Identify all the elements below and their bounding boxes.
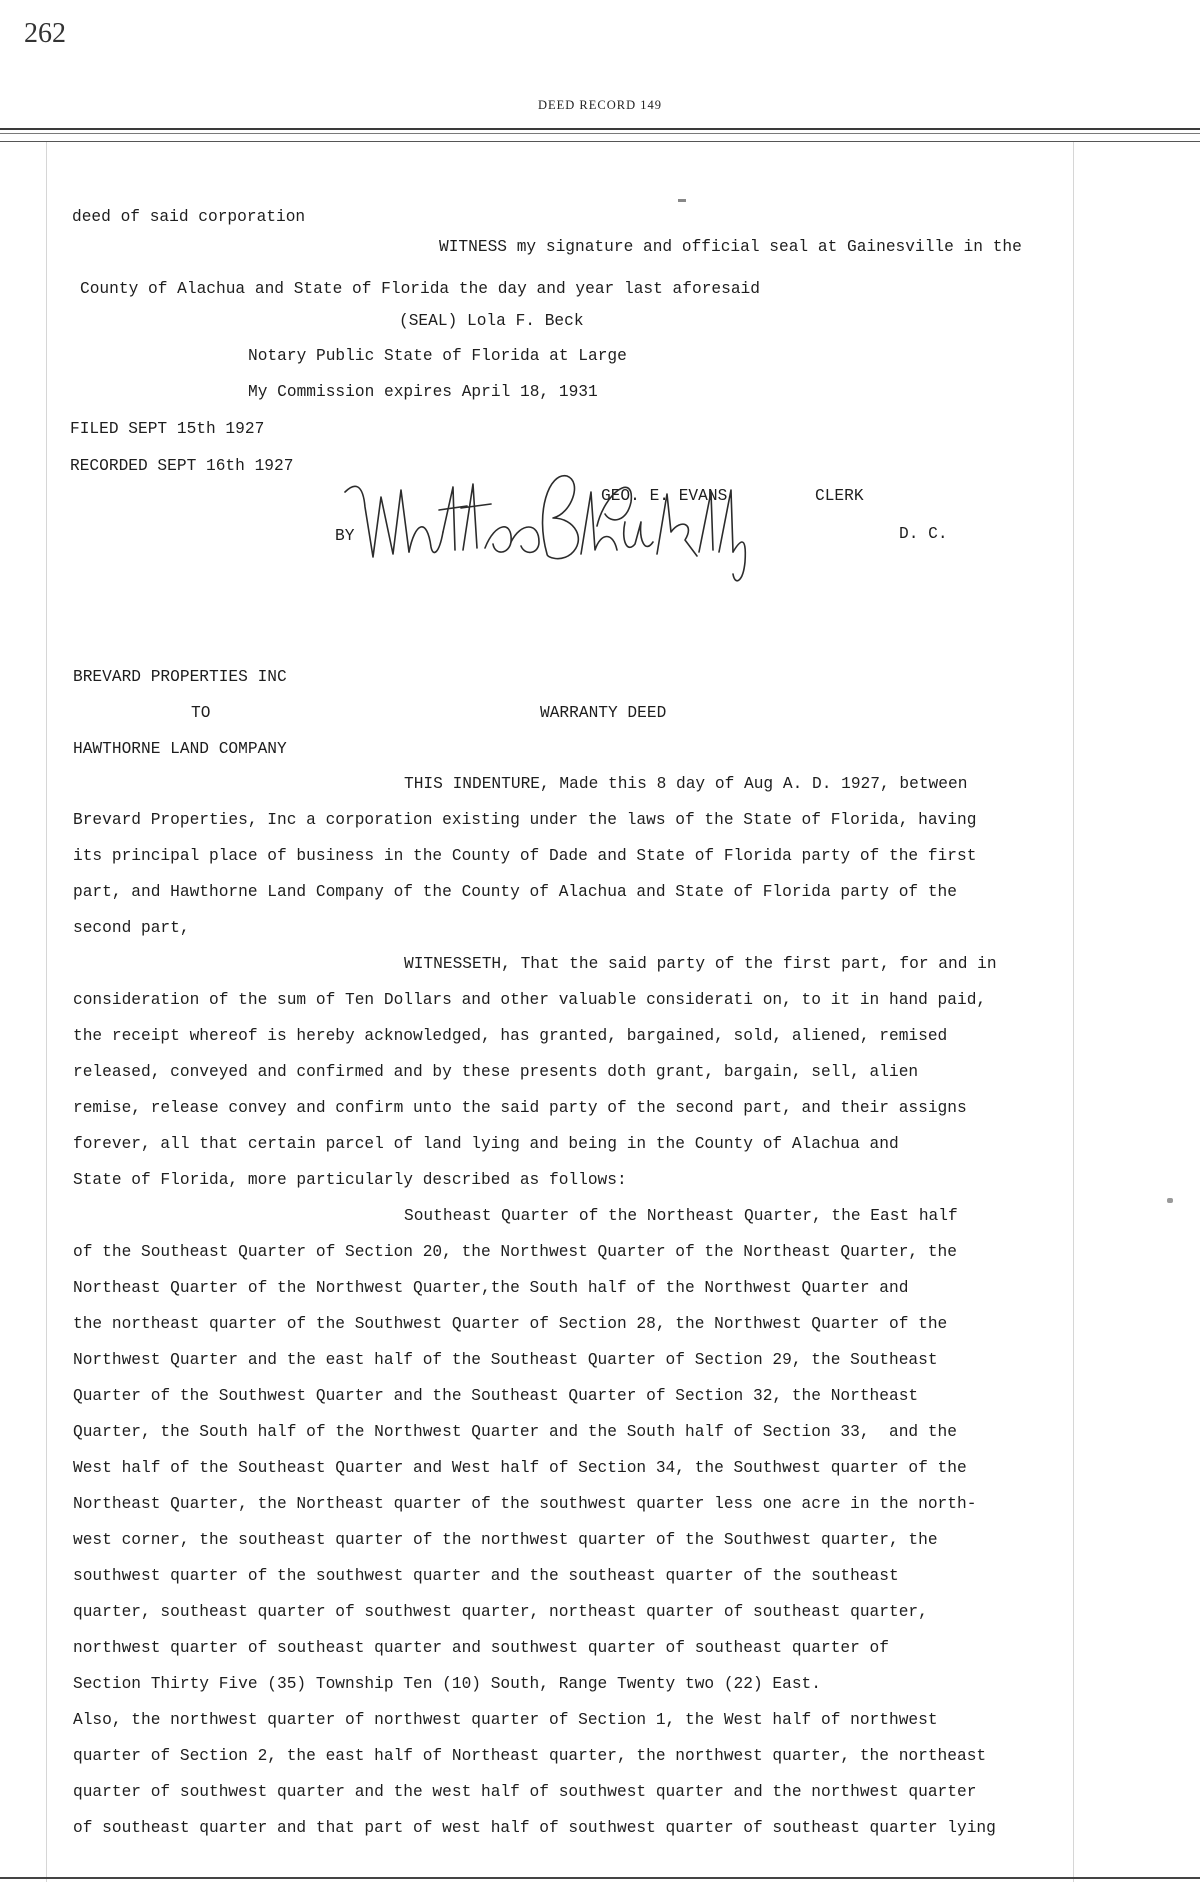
deed-body-line: of the Southeast Quarter of Section 20, the Northwest Quarter of the Northeast Quarter, the (73, 1243, 957, 1261)
deed-body-line: of southeast quarter and that part of west half of southwest quarter of southeast quarter lying (73, 1819, 996, 1837)
grantor-name: BREVARD PROPERTIES INC (73, 668, 287, 686)
record-title: DEED RECORD 149 (537, 98, 663, 112)
deed-body-line: Brevard Properties, Inc a corporation existing under the laws of the State of Florida, having (73, 811, 977, 829)
prior-deed-line: deed of said corporation (72, 208, 306, 226)
header-rule-thin (0, 133, 1200, 134)
grantee-name: HAWTHORNE LAND COMPANY (73, 740, 287, 758)
deed-body-line: forever, all that certain parcel of land lying and being in the County of Alachua and (73, 1135, 899, 1153)
notary-commission: My Commission expires April 18, 1931 (248, 383, 598, 401)
deed-body-line: consideration of the sum of Ten Dollars and other valuable considerati on, to it in hand paid, (73, 991, 987, 1009)
deed-body-line: State of Florida, more particularly described as follows: (73, 1171, 627, 1189)
clerk-name: GEO. E. EVANS (601, 487, 728, 505)
by-label: BY (335, 527, 355, 545)
deed-body-line: the receipt whereof is hereby acknowledged, has granted, bargained, sold, aliened, remised (73, 1027, 948, 1045)
deed-body-line: West half of the Southeast Quarter and West half of Section 34, the Southwest quarter of the (73, 1459, 967, 1477)
notary-title: Notary Public State of Florida at Large (248, 347, 627, 365)
deed-body-line: northwest quarter of southeast quarter and southwest quarter of southeast quarter of (73, 1639, 889, 1657)
stray-ink-mark (678, 199, 686, 202)
witness-line-2: County of Alachua and State of Florida the day and year last aforesaid (80, 280, 760, 298)
deed-body-line: southwest quarter of the southwest quarter and the southeast quarter of the southeast (73, 1567, 899, 1585)
deputy-clerk-signature (335, 462, 765, 592)
left-margin-line (46, 142, 47, 1882)
witness-line: WITNESS my signature and official seal at Gainesville in the (439, 238, 1022, 256)
header-rule-lower (0, 141, 1200, 142)
notary-seal-name: (SEAL) Lola F. Beck (399, 312, 584, 330)
margin-ink-mark (1167, 1198, 1173, 1203)
deed-body-line: Northeast Quarter, the Northeast quarter of the southwest quarter less one acre in the north- (73, 1495, 977, 1513)
deed-body-line: second part, (73, 919, 190, 937)
bottom-rule (0, 1877, 1200, 1879)
deed-body-line: Section Thirty Five (35) Township Ten (10) South, Range Twenty two (22) East. (73, 1675, 821, 1693)
deed-body-line: THIS INDENTURE, Made this 8 day of Aug A. D. 1927, between (404, 775, 968, 793)
deed-body-line: its principal place of business in the County of Dade and State of Florida party of the first (73, 847, 977, 865)
deed-body-line: Northeast Quarter of the Northwest Quarter,the South half of the Northwest Quarter and (73, 1279, 909, 1297)
deed-body-line: Southeast Quarter of the Northeast Quarter, the East half (404, 1207, 958, 1225)
deed-body-line: the northeast quarter of the Southwest Quarter of Section 28, the Northwest Quarter of the (73, 1315, 948, 1333)
deed-body-line: WITNESSETH, That the said party of the first part, for and in (404, 955, 997, 973)
right-margin-line (1073, 142, 1074, 1882)
deed-body-line: quarter of southwest quarter and the west half of southwest quarter and the northwest quarter (73, 1783, 977, 1801)
deed-body-line: west corner, the southeast quarter of the northwest quarter of the Southwest quarter, the (73, 1531, 938, 1549)
page-number: 262 (24, 18, 66, 49)
deed-body-line: Also, the northwest quarter of northwest quarter of Section 1, the West half of northwest (73, 1711, 938, 1729)
deed-body-line: remise, release convey and confirm unto the said party of the second part, and their assigns (73, 1099, 967, 1117)
deed-body-line: part, and Hawthorne Land Company of the County of Alachua and State of Florida party of the (73, 883, 957, 901)
deed-body-line: released, conveyed and confirmed and by these presents doth grant, bargain, sell, alien (73, 1063, 919, 1081)
deed-body-line: quarter of Section 2, the east half of Northeast quarter, the northwest quarter, the northeast (73, 1747, 987, 1765)
header-rule (0, 128, 1200, 130)
to-label: TO (191, 704, 211, 722)
deed-body-line: Quarter, the South half of the Northwest Quarter and the South half of Section 33, and the (73, 1423, 957, 1441)
deputy-clerk-label: D. C. (899, 525, 948, 543)
recorded-date: RECORDED SEPT 16th 1927 (70, 457, 294, 475)
deed-body-line: Northwest Quarter and the east half of the Southeast Quarter of Section 29, the Southeast (73, 1351, 938, 1369)
clerk-title: CLERK (815, 487, 864, 505)
deed-body-line: quarter, southeast quarter of southwest quarter, northeast quarter of southeast quarter, (73, 1603, 928, 1621)
filed-date: FILED SEPT 15th 1927 (70, 420, 265, 438)
deed-body-line: Quarter of the Southwest Quarter and the Southeast Quarter of Section 32, the Northeast (73, 1387, 919, 1405)
deed-type: WARRANTY DEED (540, 704, 667, 722)
